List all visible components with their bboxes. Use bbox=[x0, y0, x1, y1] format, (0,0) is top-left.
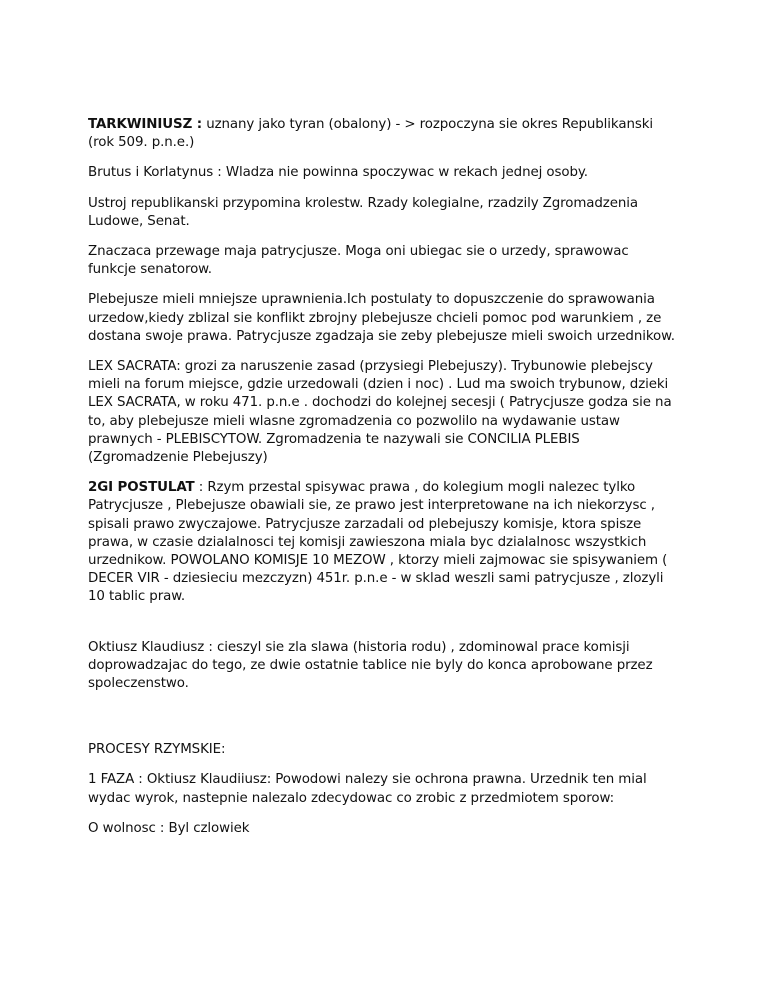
paragraph-tarkwiniusz bbox=[88, 116, 680, 152]
paragraph-text: : Rzym przestal spisywac prawa , do kolegium mogli nalezec tylko Patrycjusze , Plebejusze obawiali sie, ze prawo jest interpretowane na ich niekorzysc , spisali prawo zwyczajowe. Patrycjusze zarzadali od plebejuszy komisje, ktora spisze prawa, w czasie dzialalnosci tej komisji zawieszona miala byc dzialalnosc wszystkich urzednikow. POWOLANO KOMISJE 10 MEZOW , ktorzy mieli zajmowac sie spisywaniem ( DECER VIR - dziesieciu mezczyzn) 451r. p.n.e - w sklad weszli sami patrycjusze , zlozyli 10 tablic praw. bbox=[88, 480, 668, 605]
paragraph-brutus bbox=[88, 164, 680, 182]
paragraph-patrycjusze bbox=[88, 243, 680, 279]
paragraph-1-faza bbox=[88, 771, 680, 807]
paragraph-o-wolnosc bbox=[88, 820, 680, 838]
paragraph-text: 1 FAZA : Oktiusz Klaudiiusz: Powodowi nalezy sie ochrona prawna. Urzednik ten mial wydac wyrok, nastepnie nalezalo zdecydowac co zrobic z przedmiotem sporow: bbox=[88, 772, 647, 806]
paragraph-text: Oktiusz Klaudiusz : cieszyl sie zla slawa (historia rodu) , zdominowal prace komisji doprowadzajac do tego, ze dwie ostatnie tablice nie byly do konca aprobowane przez spoleczenstwo. bbox=[88, 639, 653, 692]
paragraph-text: LEX SACRATA: grozi za naruszenie zasad (przysiegi Plebejuszy). Trybunowie plebejscy mieli na forum miejsce, gdzie urzedowali (dzien i noc) . Lud ma swoich trybunow, dzieki LEX SACRATA, w roku 471. p.n.e . dochodzi do kolejnej secesji ( Patrycjusze godza sie na to, aby plebejusze mieli wlasne zgromadzenia co pozwolilo na wydawanie ustaw prawnych - PLEBISCYTOW. Zgromadzenia te nazywali sie CONCILIA PLEBIS (Zgromadzenie Plebejuszy) bbox=[88, 359, 672, 466]
paragraph-text: Brutus i Korlatynus : Wladza nie powinna spoczywac w rekach jednej osoby. bbox=[88, 165, 588, 181]
paragraph-ustroj bbox=[88, 195, 680, 231]
paragraph-oktiusz bbox=[88, 639, 680, 694]
blank-line bbox=[88, 705, 680, 741]
paragraph-2gi-postulat bbox=[88, 479, 680, 606]
paragraph-text: Plebejusze mieli mniejsze uprawnienia.Ich postulaty to dopuszczenie do sprawowania urzedow,kiedy zblizal sie konflikt zbrojny plebejusze chcieli pomoc pod warunkiem , ze dostana swoje prawa. Patrycjusze zgadzaja sie zeby plebejusze mieli swoich urzednikow. bbox=[88, 292, 675, 344]
paragraph-text: Ustroj republikanski przypomina krolestw. Rzady kolegialne, rzadzily Zgromadzenia Ludowe, Senat. bbox=[88, 195, 638, 229]
paragraph-plebejusze bbox=[88, 291, 680, 346]
paragraph-procesy-heading bbox=[88, 741, 680, 759]
document-body bbox=[88, 116, 680, 850]
paragraph-lex-sacrata bbox=[88, 358, 680, 467]
paragraph-text: uznany jako tyran (obalony) - > rozpoczyna sie okres Republikanski (rok 509. p.n.e.) bbox=[88, 117, 653, 151]
blank-line bbox=[88, 619, 680, 639]
paragraph-text: Znaczaca przewage maja patrycjusze. Moga oni ubiegac sie o urzedy, sprawowac funkcje senatorow. bbox=[88, 244, 629, 278]
paragraph-lead: TARKWINIUSZ : bbox=[88, 117, 203, 132]
paragraph-lead: 2GI POSTULAT bbox=[88, 480, 195, 496]
paragraph-text: PROCESY RZYMSKIE: bbox=[88, 742, 226, 758]
paragraph-text: O wolnosc : Byl czlowiek bbox=[88, 820, 250, 836]
